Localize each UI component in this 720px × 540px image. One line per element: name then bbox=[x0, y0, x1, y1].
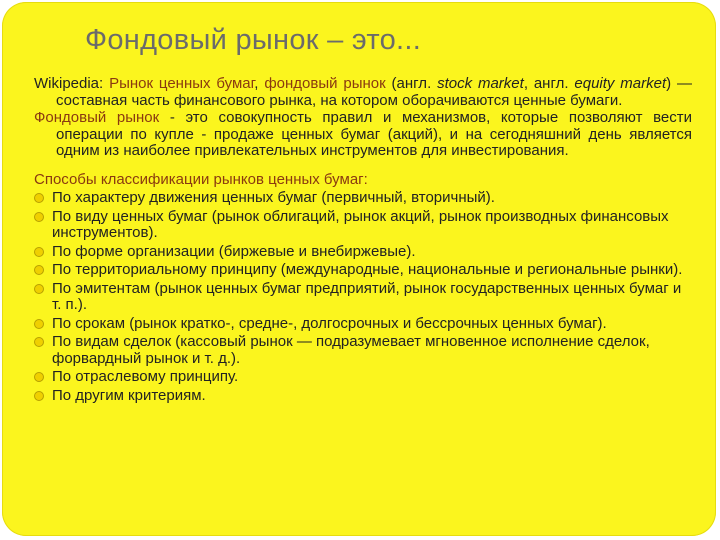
bullet-icon bbox=[34, 337, 44, 347]
list-item-text: По форме организации (биржевые и внебиржевые). bbox=[52, 242, 416, 260]
list-item bbox=[34, 281, 692, 314]
bullet-icon bbox=[34, 247, 44, 257]
list-item-text: По территориальному принципу (международные, национальные и региональные рынки). bbox=[52, 261, 683, 278]
term-securities-market: Рынок ценных бумаг bbox=[109, 75, 255, 92]
list-item bbox=[34, 369, 692, 386]
english-term-2: equity market bbox=[574, 75, 667, 92]
list-item bbox=[34, 190, 692, 207]
list-item-text: По другим критериям. bbox=[52, 386, 206, 404]
term-stock-market-2: Фондовый рынок bbox=[34, 109, 160, 126]
list-item bbox=[34, 209, 692, 242]
slide bbox=[2, 2, 716, 536]
list-item-text: По характеру движения ценных бумаг (первичный, вторичный). bbox=[52, 189, 495, 206]
bullet-icon bbox=[34, 319, 44, 329]
source-label: Wikipedia: bbox=[34, 75, 104, 92]
definition-stock-market bbox=[34, 110, 692, 160]
list-item bbox=[34, 262, 692, 279]
bullet-icon bbox=[34, 265, 44, 275]
list-item-text: По срокам (рынок кратко-, средне-, долгосрочных и бессрочных ценных бумаг). bbox=[52, 314, 607, 332]
definition-2-rest: - это совокупность правил и механизмов, которые позволяют вести операции по купле - продаже ценных бумаг (акций), и на сегодняшний день является одним из наиболее привлекательных инструментов для инвестирования. bbox=[56, 109, 692, 159]
list-item-text: По видам сделок (кассовый рынок — подразумевает мгновенное исполнение сделок, форвардный рынок и т. д.). bbox=[52, 333, 650, 367]
list-item bbox=[34, 388, 692, 405]
slide-title: Фондовый рынок – это... bbox=[85, 24, 422, 56]
bullet-icon bbox=[34, 391, 44, 401]
list-item bbox=[34, 334, 692, 367]
term-stock-market: фондовый рынок bbox=[264, 75, 386, 92]
term-separator: , bbox=[254, 75, 265, 92]
definition-rest: ) — составная часть финансового рынка, на котором оборачиваются ценные бумаги. bbox=[56, 75, 692, 109]
lang-prefix-2: , англ. bbox=[523, 75, 575, 92]
list-item-text: По эмитентам (рынок ценных бумаг предприятий, рынок государственных ценных бумаг и т. п.). bbox=[52, 279, 682, 313]
lang-prefix-1: (англ. bbox=[385, 75, 438, 92]
bullet-icon bbox=[34, 193, 44, 203]
english-term-1: stock market bbox=[437, 75, 524, 92]
list-item-text: По отраслевому принципу. bbox=[52, 368, 239, 385]
classification-heading: Способы классификации рынков ценных бумаг: bbox=[34, 170, 368, 188]
bullet-icon bbox=[34, 372, 44, 382]
list-item bbox=[34, 244, 692, 261]
classification-list bbox=[34, 190, 692, 404]
list-item bbox=[34, 316, 692, 333]
list-item-text: По виду ценных бумаг (рынок облигаций, рынок акций, рынок производных финансовых инструментов). bbox=[52, 207, 669, 241]
definition-wikipedia bbox=[34, 76, 692, 109]
slide-content bbox=[34, 76, 692, 404]
bullet-icon bbox=[34, 284, 44, 294]
bullet-icon bbox=[34, 212, 44, 222]
